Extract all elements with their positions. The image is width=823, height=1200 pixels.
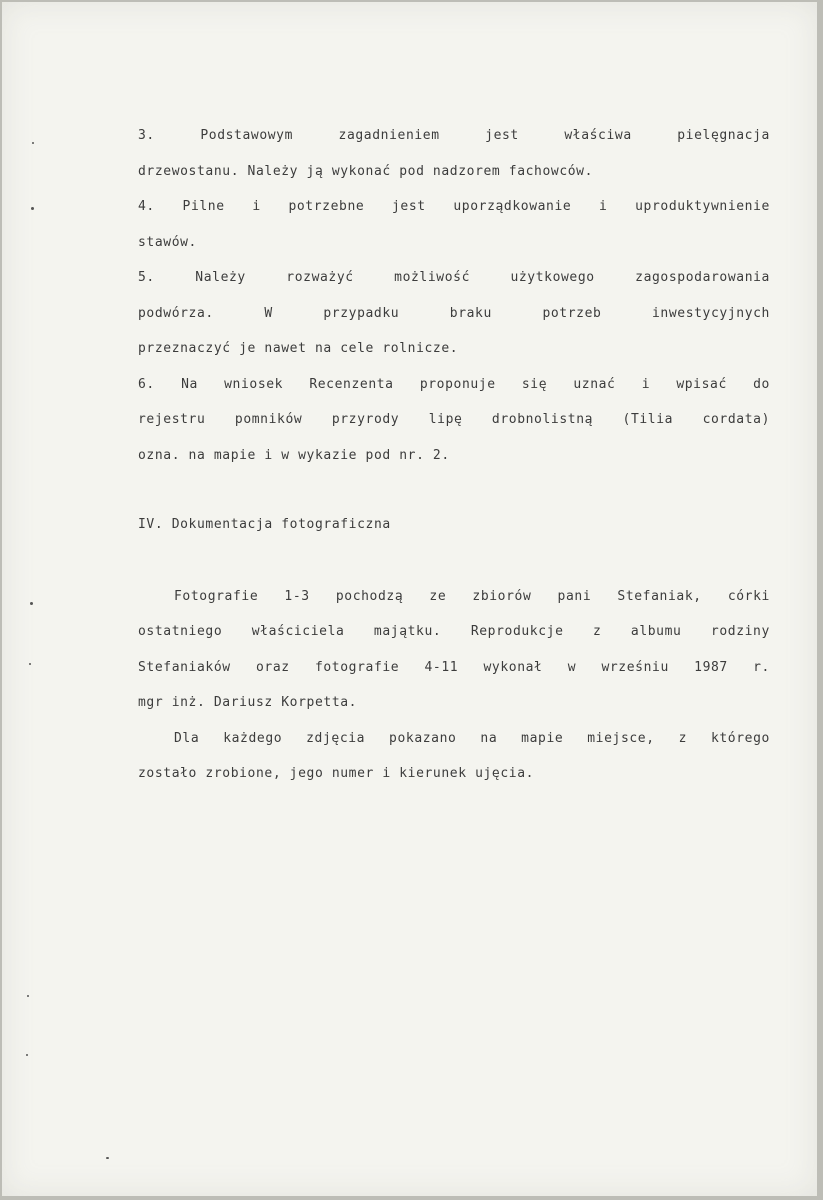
text-line: 5. Należy rozważyć możliwość użytkowego zagospodarowania bbox=[138, 270, 770, 285]
scan-speck bbox=[31, 207, 34, 210]
photo-documentation-section bbox=[138, 587, 770, 800]
text-line: Fotografie 1-3 pochodzą ze zbiorów pani Stefaniak, córki bbox=[174, 588, 770, 604]
text-line: 6. Na wniosek Recenzenta proponuje się uznać i wpisać do bbox=[138, 376, 770, 392]
text-line: Stefaniaków oraz fotografie 4-11 wykonał w wrześniu 1987 r. bbox=[138, 659, 770, 675]
text-line: 4. Pilne i potrzebne jest uporządkowanie i uproduktywnienie bbox=[138, 199, 770, 214]
text-line: stawów. bbox=[138, 234, 197, 250]
scan-speck bbox=[27, 995, 29, 997]
scan-speck bbox=[32, 142, 34, 144]
text-line: 3. Podstawowym zagadnieniem jest właściwa pielęgnacja bbox=[138, 128, 770, 143]
recommendations-section bbox=[138, 126, 770, 481]
text-line: ozna. na mapie i w wykazie pod nr. 2. bbox=[138, 447, 450, 463]
scan-speck bbox=[106, 1157, 109, 1159]
text-line: rejestru pomników przyrody lipę drobnolistną (Tilia cordata) bbox=[138, 412, 770, 427]
text-line: przeznaczyć je nawet na cele rolnicze. bbox=[138, 341, 459, 356]
scan-speck bbox=[29, 663, 31, 665]
text-line: IV. Dokumentacja fotograficzna bbox=[138, 517, 391, 532]
text-line: ostatniego właściciela majątku. Reprodukcje z albumu rodziny bbox=[138, 624, 770, 639]
section-heading bbox=[138, 515, 770, 551]
text-line: Dla każdego zdjęcia pokazano na mapie miejsce, z którego bbox=[174, 730, 770, 746]
document-page bbox=[2, 2, 817, 1196]
text-line: mgr inż. Dariusz Korpetta. bbox=[138, 695, 358, 710]
text-line: drzewostanu. Należy ją wykonać pod nadzorem fachowców. bbox=[138, 163, 594, 179]
text-line: podwórza. W przypadku braku potrzeb inwestycyjnych bbox=[138, 305, 770, 321]
text-line: zostało zrobione, jego numer i kierunek ujęcia. bbox=[138, 766, 535, 781]
document-body bbox=[138, 126, 770, 800]
scan-speck bbox=[26, 1054, 28, 1056]
scan-speck bbox=[30, 602, 33, 605]
